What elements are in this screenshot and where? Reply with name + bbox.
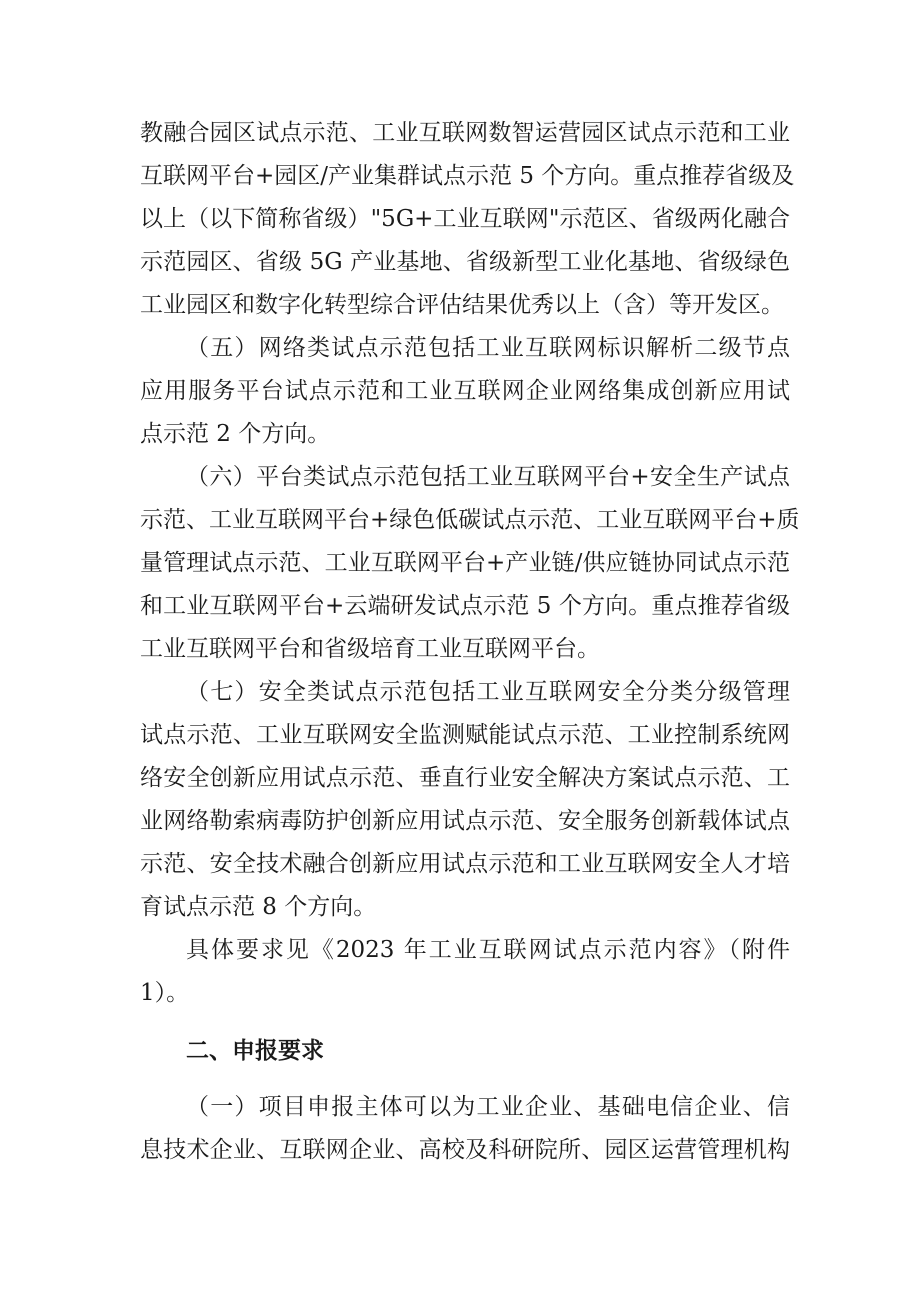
text-line: 互联网平台+园区/产业集群试点示范 5 个方向。重点推荐省级及 [140,163,795,189]
text-line: 业网络勒索病毒防护创新应用试点示范、安全服务创新载体试点 [140,808,790,834]
text-line: （六）平台类试点示范包括工业互联网平台+安全生产试点 [186,464,790,490]
text-line: 示范、工业互联网平台+绿色低碳试点示范、工业互联网平台+质 [140,507,800,533]
text-line: 和工业互联网平台+云端研发试点示范 5 个方向。重点推荐省级 [140,593,790,619]
text-line: （五）网络类试点示范包括工业互联网标识解析二级节点 [186,335,790,361]
text-line: 息技术企业、互联网企业、高校及科研院所、园区运营管理机构 [140,1137,790,1163]
text-line: （七）安全类试点示范包括工业互联网安全分类分级管理 [186,679,790,705]
text-line: 示范、安全技术融合创新应用试点示范和工业互联网安全人才培 [140,851,790,877]
text-line: 点示范 2 个方向。 [140,421,331,447]
text-line: 1）。 [140,980,190,1006]
text-line: 络安全创新应用试点示范、垂直行业安全解决方案试点示范、工 [140,765,790,791]
text-line: 工业园区和数字化转型综合评估结果优秀以上（含）等开发区。 [140,292,784,318]
text-line: 具体要求见《2023 年工业互联网试点示范内容》（附件 [186,937,790,963]
section-heading: 二、申报要求 [186,1038,324,1064]
text-line: 量管理试点示范、工业互联网平台+产业链/供应链协同试点示范 [140,550,790,576]
text-line: 示范园区、省级 5G 产业基地、省级新型工业化基地、省级绿色 [140,249,790,275]
text-line: 教融合园区试点示范、工业互联网数智运营园区试点示范和工业 [140,120,790,146]
text-line: 育试点示范 8 个方向。 [140,894,377,920]
text-line: 工业互联网平台和省级培育工业互联网平台。 [140,636,600,662]
text-line: 试点示范、工业互联网安全监测赋能试点示范、工业控制系统网 [140,722,790,748]
text-line: （一）项目申报主体可以为工业企业、基础电信企业、信 [186,1094,790,1120]
text-line: 以上（以下简称省级）"5G+工业互联网"示范区、省级两化融合 [140,206,790,232]
text-line: 应用服务平台试点示范和工业互联网企业网络集成创新应用试 [140,378,790,404]
